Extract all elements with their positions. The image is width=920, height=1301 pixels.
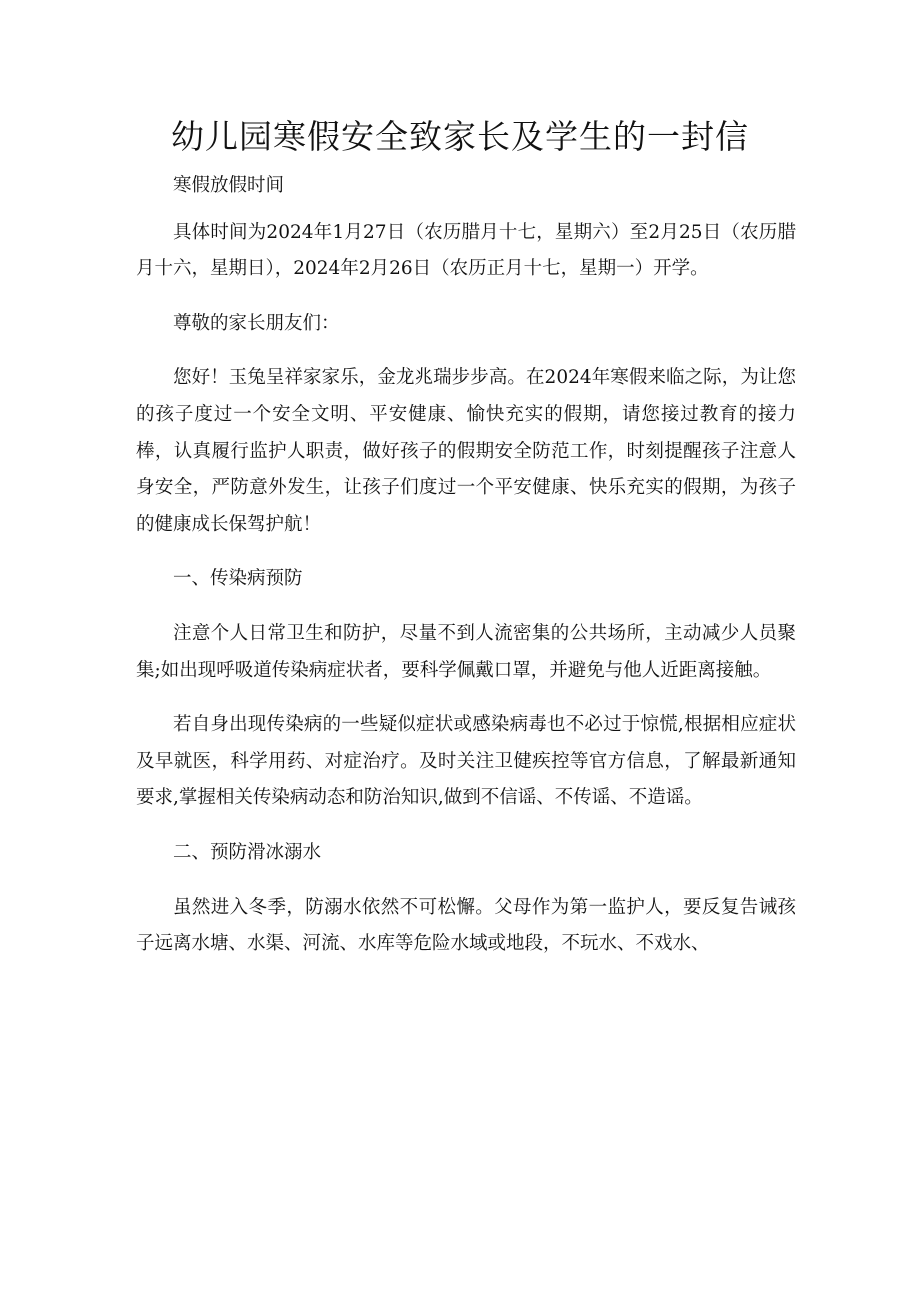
document-title: 幼儿园寒假安全致家长及学生的一封信 (171, 117, 749, 156)
paragraph-break-dates: 具体时间为2024年1月27日（农历腊月十七，星期六）至2月25日（农历腊月十六，星期日），2024年2月26日（农历正月十七，星期一）开学。 (136, 221, 796, 280)
section-heading-break-time: 寒假放假时间 (173, 175, 285, 196)
section-heading-disease: 一、传染病预防 (173, 568, 303, 590)
paragraph-disease-1: 注意个人日常卫生和防护，尽量不到人流密集的公共场所，主动减少人员聚集;如出现呼吸道传染病症状者，要科学佩戴口罩，并避免与他人近距离接触。 (136, 622, 796, 681)
paragraph-drowning-1: 虽然进入冬季，防溺水依然不可松懈。父母作为第一监护人，要反复告诫孩子远离水塘、水渠、河流、水库等危险水域或地段，不玩水、不戏水、 (136, 896, 796, 955)
document-body (136, 168, 796, 963)
section-heading-drowning: 二、预防滑冰溺水 (173, 841, 322, 863)
paragraph-intro: 您好！玉兔呈祥家家乐，金龙兆瑞步步高。在2024年寒假来临之际，为让您的孩子度过一个安全文明、平安健康、愉快充实的假期，请您接过教育的接力棒，认真履行监护人职责，做好孩子的假期安全防范工作，时刻提醒孩子注意人身安全，严防意外发生，让孩子们度过一个平安健康、快乐充实的假期，为孩子的健康成长保驾护航！ (136, 367, 796, 535)
greeting: 尊敬的家长朋友们： (173, 312, 340, 334)
paragraph-disease-2: 若自身出现传染病的一些疑似症状或感染病毒也不必过于惊慌,根据相应症状及早就医，科学用药、对症治疗。及时关注卫健疾控等官方信息，了解最新通知要求,掌握相关传染病动态和防治知识,做到不信谣、不传谣、不造谣。 (136, 714, 796, 809)
